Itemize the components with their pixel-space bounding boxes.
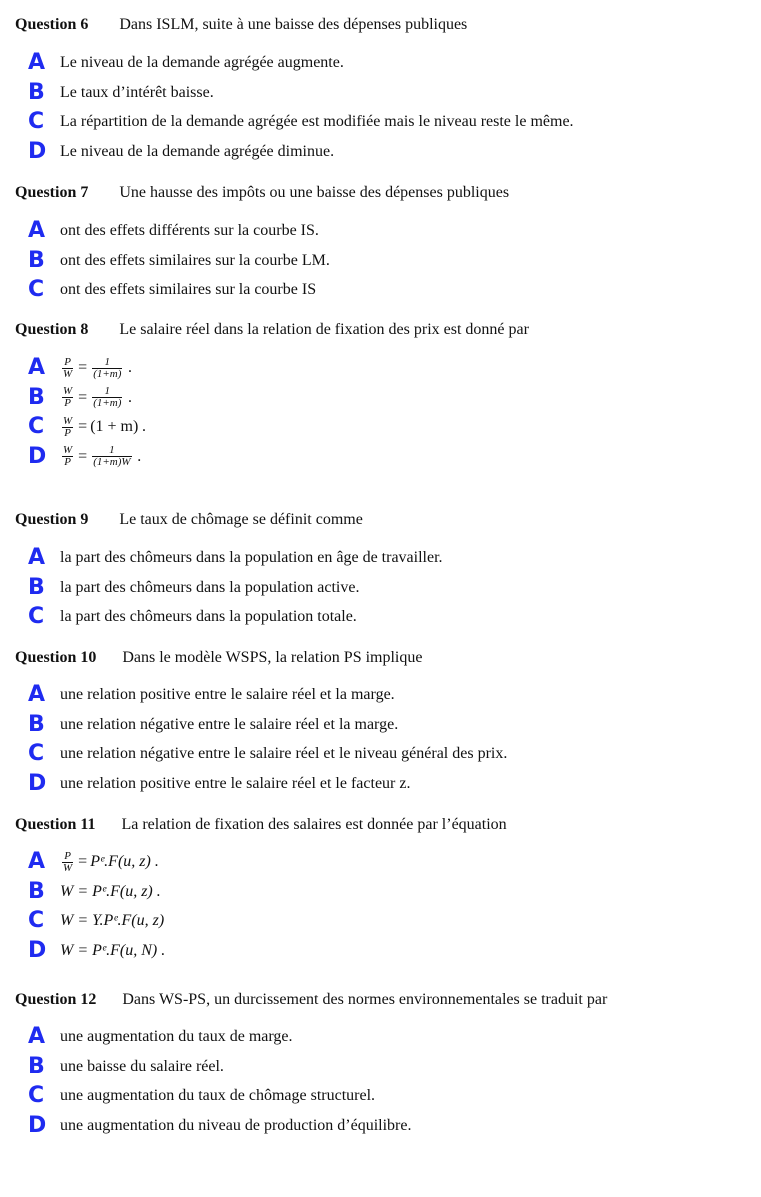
option-text: une relation négative entre le salaire réel et le niveau général des prix. [60, 745, 508, 762]
letter-d-mark: D [28, 1112, 47, 1138]
option-text: une relation positive entre le salaire réel et la marge. [60, 686, 395, 703]
option-c[interactable] [15, 107, 761, 137]
letter-a-mark: A [28, 355, 46, 380]
question-text: La relation de fixation des salaires est donnée par l’équation [121, 816, 507, 833]
letter-c-mark: C [28, 1083, 45, 1108]
question-6 [15, 12, 761, 166]
option-text: Le niveau de la demande agrégée diminue. [60, 142, 335, 160]
option-d[interactable] [15, 137, 761, 167]
option-text: Le niveau de la demande agrégée augmente. [60, 54, 344, 71]
letter-a-mark: A [28, 682, 46, 707]
option-a[interactable] [15, 543, 761, 573]
fraction-rhs: $\frac{1}{(1+m)}$ [93, 355, 122, 380]
letter-c-mark: C [28, 741, 45, 766]
option-text: ont des effets similaires sur la courbe IS [60, 281, 317, 298]
option-c[interactable] [15, 739, 761, 769]
letter-b-mark: B [28, 79, 45, 105]
question-12 [15, 987, 761, 1140]
question-number: Question 7 [15, 184, 89, 201]
option-text: la part des chômeurs dans la population active. [60, 578, 360, 596]
option-c[interactable] [15, 412, 761, 442]
question-10 [15, 645, 761, 798]
option-text: une augmentation du taux de marge. [60, 1028, 293, 1045]
option-a[interactable] [15, 353, 761, 383]
option-text: une augmentation du niveau de production d’équilibre. [60, 1116, 412, 1134]
question-number: Question 9 [15, 511, 89, 528]
option-c[interactable] [15, 275, 761, 305]
option-text: une relation négative entre le salaire réel et la marge. [60, 715, 399, 733]
formula: W = Pᵉ.F(u, z) . [60, 882, 161, 900]
fraction-lhs: $\frac{P}{W}$ [63, 849, 73, 874]
question-number: Question 10 [15, 649, 97, 666]
fraction-rhs: $\frac{1}{(1+m)W}$ [93, 444, 131, 469]
letter-c-mark: C [28, 414, 45, 439]
option-b[interactable] [15, 78, 761, 108]
option-b[interactable] [15, 383, 761, 413]
formula: $\frac{W}{P}$ = (1 + m) . [63, 414, 147, 439]
option-c[interactable] [15, 602, 761, 632]
formula: W = Y.Pᵉ.F(u, z) [60, 912, 165, 929]
option-d[interactable] [15, 769, 761, 799]
question-text: Dans le modèle WSPS, la relation PS implique [122, 649, 423, 666]
letter-d-mark: D [28, 443, 47, 469]
question-number: Question 11 [15, 816, 96, 833]
question-number: Question 12 [15, 991, 97, 1008]
option-d[interactable] [15, 936, 761, 966]
option-c[interactable] [15, 906, 761, 936]
letter-b-mark: B [28, 384, 45, 410]
letter-b-mark: B [28, 247, 45, 273]
option-c[interactable] [15, 1081, 761, 1111]
option-d[interactable] [15, 1111, 761, 1141]
letter-d-mark: D [28, 937, 47, 963]
letter-a-mark: A [28, 545, 46, 570]
question-text: Le salaire réel dans la relation de fixation des prix est donné par [119, 321, 529, 338]
formula: $\frac{W}{P}$ = $\frac{1}{(1+m)W}$ . [63, 444, 142, 469]
letter-d-mark: D [28, 770, 47, 796]
letter-d-mark: D [28, 138, 47, 164]
question-text: Une hausse des impôts ou une baisse des dépenses publiques [119, 184, 510, 201]
letter-b-mark: B [28, 574, 45, 600]
letter-c-mark: C [28, 908, 45, 933]
option-b[interactable] [15, 1052, 761, 1082]
letter-b-mark: B [28, 711, 45, 737]
fraction-lhs: $\frac{W}{P}$ [63, 444, 73, 469]
option-text: une relation positive entre le salaire réel et le facteur z. [60, 774, 411, 792]
letter-c-mark: C [28, 277, 45, 302]
option-b[interactable] [15, 710, 761, 740]
question-8 [15, 317, 761, 471]
option-text: ont des effets différents sur la courbe IS. [60, 222, 319, 239]
letter-a-mark: A [28, 849, 46, 874]
option-b[interactable] [15, 246, 761, 276]
question-11 [15, 812, 761, 965]
fraction-lhs: $\frac{P}{W}$ [63, 355, 73, 380]
formula: $\frac{W}{P}$ = $\frac{1}{(1+m)}$ . [63, 385, 133, 410]
question-text: Le taux de chômage se définit comme [119, 511, 363, 528]
question-number: Question 6 [15, 16, 89, 33]
option-b[interactable] [15, 573, 761, 603]
formula: $\frac{P}{W}$ = $\frac{1}{(1+m)}$ . [63, 355, 133, 380]
option-d[interactable] [15, 442, 761, 472]
option-a[interactable] [15, 216, 761, 246]
option-text: ont des effets similaires sur la courbe LM. [60, 251, 330, 269]
option-text: la part des chômeurs dans la population en âge de travailler. [60, 549, 443, 566]
letter-b-mark: B [28, 1053, 45, 1079]
letter-a-mark: A [28, 50, 46, 75]
formula: $\frac{P}{W}$ = Pᵉ.F(u, z) . [63, 849, 159, 874]
option-a[interactable] [15, 48, 761, 78]
letter-b-mark: B [28, 878, 45, 904]
fraction-rhs: $\frac{1}{(1+m)}$ [93, 385, 122, 410]
fraction-lhs: $\frac{W}{P}$ [63, 414, 73, 439]
letter-a-mark: A [28, 218, 46, 243]
letter-a-mark: A [28, 1024, 46, 1049]
formula: W = Pᵉ.F(u, N) . [60, 941, 166, 959]
option-text: une baisse du salaire réel. [60, 1057, 224, 1075]
question-9 [15, 507, 761, 632]
option-a[interactable] [15, 1022, 761, 1052]
option-b[interactable] [15, 877, 761, 907]
option-text: la part des chômeurs dans la population totale. [60, 608, 357, 625]
option-text: une augmentation du taux de chômage structurel. [60, 1087, 376, 1104]
option-a[interactable] [15, 680, 761, 710]
option-text: La répartition de la demande agrégée est modifiée mais le niveau reste le même. [60, 113, 574, 130]
fraction-lhs: $\frac{W}{P}$ [63, 385, 73, 410]
question-text: Dans WS-PS, un durcissement des normes environnementales se traduit par [122, 991, 608, 1008]
question-number: Question 8 [15, 321, 89, 338]
option-text: Le taux d’intérêt baisse. [60, 83, 214, 101]
option-a[interactable] [15, 847, 761, 877]
letter-c-mark: C [28, 604, 45, 629]
question-text: Dans ISLM, suite à une baisse des dépenses publiques [119, 16, 468, 33]
letter-c-mark: C [28, 109, 45, 134]
question-7 [15, 180, 761, 305]
